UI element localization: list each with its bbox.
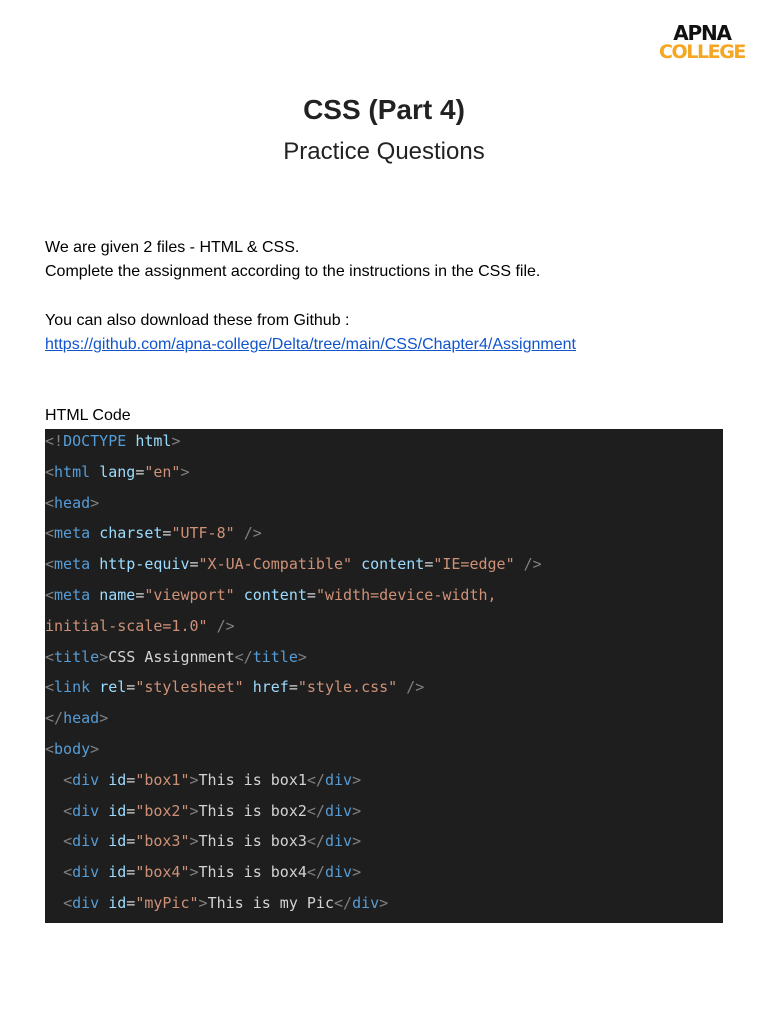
code-token: title [252,647,298,666]
code-token: div [324,832,353,851]
code-token: </ [234,647,253,666]
code-token [90,524,99,542]
code-token: > [189,801,199,820]
code-token: "UTF-8" [171,524,235,543]
code-token: "box4" [135,863,190,882]
code-line [45,585,723,616]
code-token: This is box1 [198,770,307,789]
code-token: id [108,893,127,912]
code-token: = [306,585,316,604]
logo-text-top: APNA [673,21,731,45]
code-line [45,893,723,924]
code-line [45,862,723,893]
code-token [235,524,244,542]
code-token: < [45,739,55,758]
code-token: "style.css" [297,678,398,697]
code-token: head [54,493,91,512]
code-line [45,647,723,678]
html-code-block [45,429,723,923]
code-token: < [63,832,73,851]
code-token: title [54,647,100,666]
code-token [99,894,108,912]
code-token: id [108,801,127,820]
code-token: div [72,832,100,851]
code-token: < [63,863,73,882]
code-token: "width=device-width, [315,585,497,604]
code-token: > [352,770,362,789]
code-token: CSS Assignment [108,647,235,666]
code-token: = [126,678,136,697]
code-line [45,831,723,862]
code-line [45,739,723,770]
code-token: content [361,555,425,574]
code-token [90,463,99,481]
code-token [90,678,99,696]
code-token: /> [523,555,542,574]
code-token: < [45,493,55,512]
code-token: < [45,647,55,666]
code-line [45,523,723,554]
code-token: </ [306,832,325,851]
code-token: "stylesheet" [135,678,244,697]
code-token: = [424,555,434,574]
github-link[interactable]: https://github.com/apna-college/Delta/tree/main/CSS/Chapter4/Assignment [45,336,576,353]
code-token: < [45,524,55,543]
code-token [397,678,406,696]
code-token: > [352,832,362,851]
code-token: id [108,770,127,789]
code-token: "box1" [135,770,190,789]
code-token: /> [216,616,235,635]
apna-college-logo [656,23,748,62]
code-token [45,894,63,912]
code-token: id [108,832,127,851]
code-token [244,678,253,696]
code-token: charset [99,524,163,543]
page-title: CSS (Part 4) [303,94,465,125]
code-line [45,801,723,832]
code-token: < [63,770,73,789]
code-token: > [189,770,199,789]
download-text: You can also download these from Github : [45,312,350,329]
code-token [90,586,99,604]
code-token: rel [99,678,127,697]
code-token [208,617,217,635]
code-token: = [126,832,136,851]
code-token: > [352,863,362,882]
code-token: html [54,462,91,481]
code-token: > [189,832,199,851]
html-code-label: HTML Code [45,407,131,424]
code-token: div [324,863,353,882]
code-token: > [90,493,100,512]
code-token: "box3" [135,832,190,851]
code-token: > [99,647,109,666]
code-token [99,802,108,820]
code-token: "X-UA-Compatible" [198,555,353,574]
code-token: This is box2 [198,801,307,820]
code-token: div [324,770,353,789]
code-line [45,493,723,524]
code-token: > [90,739,100,758]
code-line [45,677,723,708]
code-token: "IE=edge" [433,555,515,574]
code-token: > [99,709,109,728]
intro-line-1: We are given 2 files - HTML & CSS. [45,239,300,256]
code-token: > [189,863,199,882]
code-token [99,863,108,881]
code-token: "myPic" [135,893,199,912]
code-token: /> [406,678,425,697]
code-token: = [162,524,172,543]
code-token: </ [306,863,325,882]
code-token: This is my Pic [207,893,334,912]
code-token: /> [243,524,262,543]
code-token: = [135,585,145,604]
code-token [352,555,361,573]
code-token: meta [54,524,91,543]
code-token: div [72,801,100,820]
code-token: div [324,801,353,820]
code-token: div [352,893,380,912]
code-token [99,832,108,850]
code-token: = [126,863,136,882]
code-token: < [63,893,73,912]
intro-line-2: Complete the assignment according to the instructions in the CSS file. [45,263,541,280]
code-token: div [72,770,100,789]
code-line [45,554,723,585]
code-token: <! [45,432,64,450]
code-token: id [108,863,127,882]
code-token: > [180,462,190,481]
code-token: > [379,893,389,912]
code-token: = [288,678,298,697]
code-token: </ [306,770,325,789]
code-token: </ [334,893,353,912]
code-token: meta [54,555,91,574]
code-token [99,771,108,789]
code-token: meta [54,585,91,604]
code-token [126,432,135,450]
code-token: </ [45,709,64,728]
code-token: < [45,555,55,574]
code-token [235,586,244,604]
code-token: name [99,585,136,604]
logo-text-bottom: COLLEGE [658,41,746,63]
code-token: < [45,678,55,697]
code-token: This is box4 [198,863,307,882]
code-token: > [171,432,181,450]
code-token: content [243,585,307,604]
code-token: > [297,647,307,666]
code-token: "viewport" [144,585,235,604]
code-token: "box2" [135,801,190,820]
code-token: "en" [144,462,181,481]
code-token [90,555,99,573]
code-token: http-equiv [99,555,190,574]
code-token: head [63,709,100,728]
code-token: = [135,462,145,481]
code-token [45,802,63,820]
code-line [45,431,723,462]
code-token: div [72,863,100,882]
code-token: < [63,801,73,820]
code-token: </ [306,801,325,820]
code-token: > [352,801,362,820]
code-token: lang [99,462,136,481]
code-line [45,616,723,647]
page-subtitle: Practice Questions [283,138,485,165]
code-token [515,555,524,573]
code-token: = [126,801,136,820]
code-token: html [135,432,172,450]
code-token: div [72,893,100,912]
code-token: initial-scale=1.0" [45,616,208,635]
code-token: = [189,555,199,574]
code-token: href [252,678,289,697]
code-token [45,863,63,881]
code-line [45,770,723,801]
code-token [45,771,63,789]
code-token: body [54,739,91,758]
code-token [45,832,63,850]
code-token: < [45,585,55,604]
code-line [45,708,723,739]
code-token: This is box3 [198,832,307,851]
code-token: < [45,462,55,481]
code-token: link [54,678,91,697]
code-line [45,462,723,493]
code-token: > [198,893,208,912]
code-token: = [126,770,136,789]
code-token: = [126,893,136,912]
code-token: DOCTYPE [63,432,127,450]
